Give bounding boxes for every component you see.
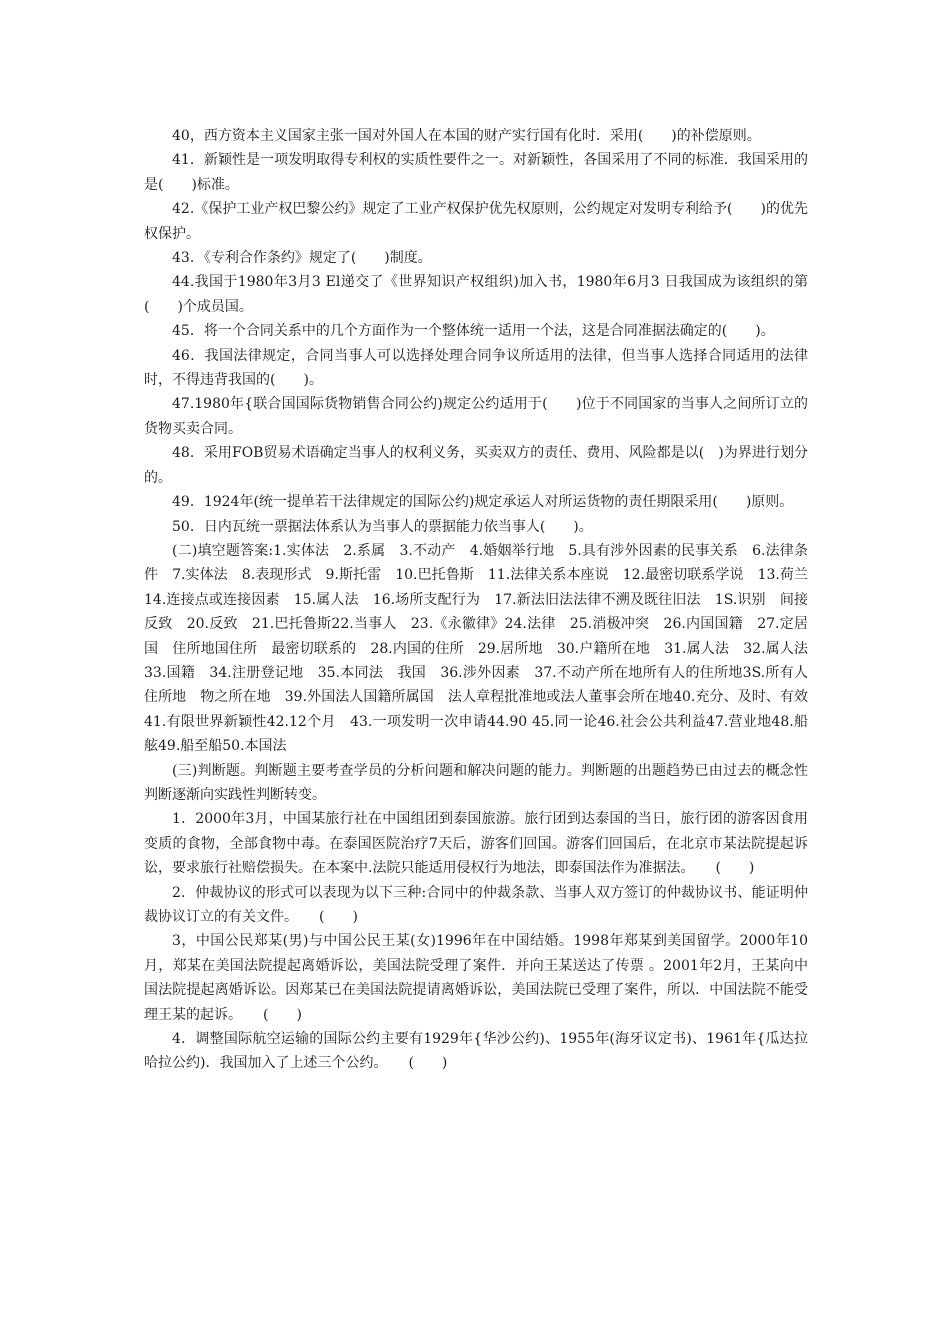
question-44: 44.我国于1980年3月3 El递交了《世界知识产权组织)加入书，1980年6月3 日我国成为该组织的第( )个成员国。 (144, 274, 808, 315)
question-49: 49．1924年(统一提单若干法律规定的国际公约)规定承运人对所运货物的责任期限采用( )原则。 (172, 494, 794, 511)
judgment-question-2: 2．仲裁协议的形式可以表现为以下三种:合同中的仲裁条款、当事人双方签订的仲裁协议书、能证明仲裁协议订立的有关文件。 ( ) (144, 884, 808, 925)
question-45: 45．将一个合同关系中的几个方面作为一个整体统一适用一个法，这是合同准据法确定的( )。 (172, 323, 775, 340)
question-50: 50．日内瓦统一票据法体系认为当事人的票据能力依当事人( )。 (172, 518, 593, 535)
question-48: 48．采用FOB贸易术语确定当事人的权利义务，买卖双方的责任、费用、风险都是以( )为界进行划分的。 (144, 445, 808, 486)
question-41: 41．新颖性是一项发明取得专利权的实质性要件之一。对新颖性，各国采用了不同的标准．我国采用的是( )标准。 (144, 152, 808, 193)
question-47: 47.1980年{联合国国际货物销售合同公约)规定公约适用于( )位于不同国家的当事人之间所订立的货物买卖合同。 (144, 396, 808, 437)
question-43: 43．《专利合作条约》规定了( )制度。 (172, 250, 432, 267)
fill-blank-answers: (二)填空题答案:1.实体法 2.系属 3.不动产 4.婚姻举行地 5.具有涉外因素的民事关系 6.法律条件 7.实体法 8.表现形式 9.斯托雷 10.巴托鲁斯 11.法律关系本座说 12.最密切联系学说 13.荷兰 14.连接点或连接因素 15.属人法 16.场所支配行为 17.新法旧法法律不溯及既往旧法 1S.识别 间接反致 20.反致 21.巴托鲁斯22.当事人 23.《永徽律》24.法律 25.消极冲突 26.内国国籍 27.定居国 住所地国住所 最密切联系的 28.内国的住所 29.居所地 30.户籍所在地 31.属人法 32.属人法 33.国籍 34.注册登记地 35.本同法 我国 36.涉外因素 37.不动产所在地所有人的住所地3S.所有人住所地 物之所在地 39.外国法人国籍所属国 法人章程批准地或法人董事会所在地40.充分、及时、有效41.有限世界新颖性42.12个月 43.一项发明一次申请44.90 45.同一论46.社会公共利益47.营业地48.船舷49.船至船50.本国法 (144, 542, 822, 755)
question-42: 42.《保护工业产权巴黎公约》规定了工业产权保护优先权原则，公约规定对发明专利给予( )的优先权保护。 (144, 201, 808, 242)
question-40: 40，西方资本主义国家主张一国对外国人在本国的财产实行国有化时．采用( )的补偿原则。 (172, 128, 761, 144)
judgment-section-intro: (三)判断题。判断题主要考查学员的分析问题和解决问题的能力。判断题的出题趋势已由过去的概念性判断逐渐向实践性判断转变。 (144, 762, 808, 803)
document-page (144, 124, 822, 1076)
question-46: 46．我国法律规定，合同当事人可以选择处理合同争议所适用的法律，但当事人选择合同适用的法律时，不得违背我国的( )。 (144, 347, 808, 389)
judgment-question-4: 4．调整国际航空运输的国际公约主要有1929年{华沙公约)、1955年(海牙议定书)、1961年{瓜达拉哈拉公约)．我国加入了上述三个公约。 ( ) (144, 1031, 808, 1072)
judgment-question-1: 1．2000年3月，中国某旅行社在中国组团到泰国旅游。旅行团到达泰国的当日，旅行团的游客因食用变质的食物，全部食物中毒。在泰国医院治疗7天后，游客们回国。游客们回国后，在北京市某法院提起诉讼，要求旅行社赔偿损失。在本案中.法院只能适用侵权行为地法，即泰国法作为准据法。 ( ) (144, 811, 808, 877)
judgment-question-3: 3，中国公民郑某(男)与中国公民王某(女)1996年在中国结婚。1998年郑某到美国留学。2000年10月，郑某在美国法院提起离婚诉讼，美国法院受理了案件．并向王某送达了传票 。2001年2月，王某向中国法院提起离婚诉讼。因郑某已在美国法院提请离婚诉讼，美国法院已受理了案件，所以．中国法院不能受理王某的起诉。 ( ) (144, 933, 808, 1023)
